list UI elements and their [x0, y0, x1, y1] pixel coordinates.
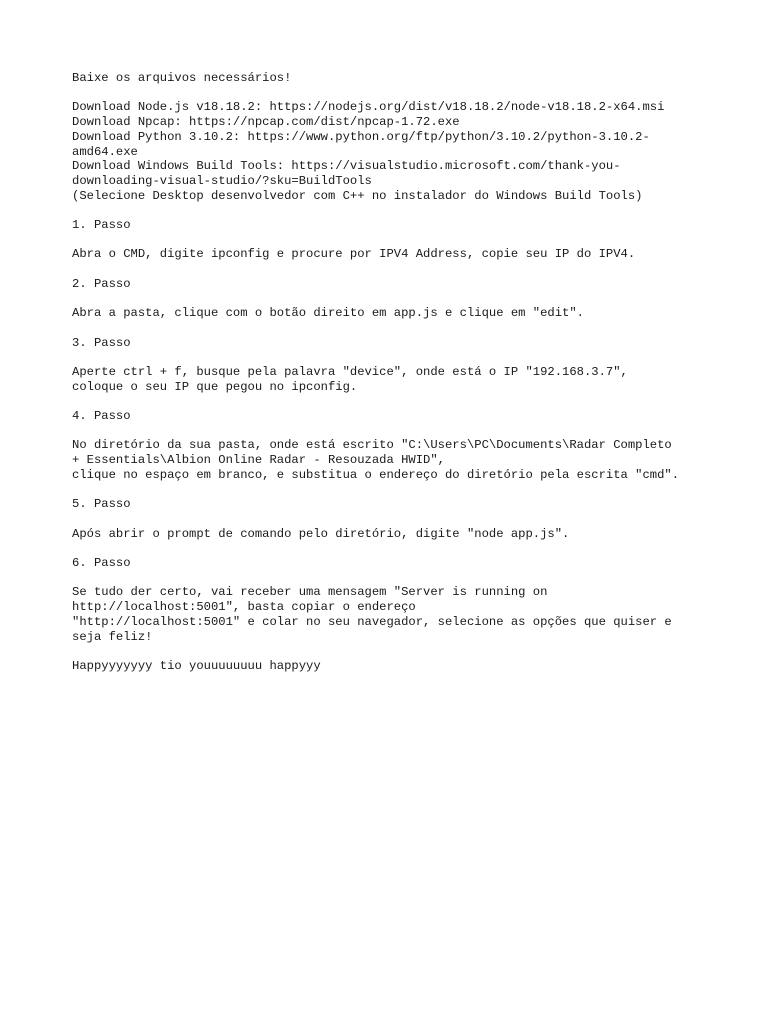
text-line: Se tudo der certo, vai receber uma mensagem "Server is running on [72, 585, 548, 600]
step-6-body [72, 585, 712, 644]
text-line: coloque o seu IP que pegou no ipconfig. [72, 379, 358, 394]
text-line: 6. Passo [72, 556, 131, 571]
step-3-heading [72, 336, 712, 351]
step-1-heading [72, 218, 712, 233]
text-line: http://localhost:5001", basta copiar o endereço [72, 600, 416, 615]
text-line: Download Python 3.10.2: https://www.python.org/ftp/python/3.10.2/python-3.10.2- [72, 129, 650, 144]
text-line: Baixe os arquivos necessários! [72, 71, 292, 85]
step-1-body [72, 247, 712, 262]
text-line: No diretório da sua pasta, onde está escrito "C:\Users\PC\Documents\Radar Completo [72, 438, 672, 453]
text-line: Abra a pasta, clique com o botão direito em app.js e clique em "edit". [72, 306, 584, 321]
downloads-paragraph [72, 100, 712, 203]
closing-line [72, 659, 712, 674]
step-3-body [72, 365, 712, 394]
text-line: 2. Passo [72, 276, 131, 291]
text-line: Download Node.js v18.18.2: https://nodejs.org/dist/v18.18.2/node-v18.18.2-x64.msi [72, 100, 665, 115]
text-line: Após abrir o prompt de comando pelo diretório, digite "node app.js". [72, 526, 570, 541]
text-line: Aperte ctrl + f, busque pela palavra "device", onde está o IP "192.168.3.7", [72, 364, 628, 379]
text-line: 1. Passo [72, 218, 131, 232]
text-line: "http://localhost:5001" e colar no seu navegador, selecione as opções que quiser e [72, 614, 672, 629]
text-line: 3. Passo [72, 335, 131, 350]
text-line: 5. Passo [72, 497, 131, 512]
step-4-body [72, 438, 712, 482]
text-line: + Essentials\Albion Online Radar - Resouzada HWID", [72, 453, 445, 468]
step-2-heading [72, 277, 712, 292]
text-line: clique no espaço em branco, e substitua o endereço do diretório pela escrita "cmd". [72, 467, 680, 482]
step-5-body [72, 527, 712, 542]
text-line: downloading-visual-studio/?sku=BuildTools [72, 173, 372, 188]
text-line: (Selecione Desktop desenvolvedor com C++ no instalador do Windows Build Tools) [72, 188, 643, 203]
text-line: amd64.exe [72, 144, 138, 159]
text-line: Download Windows Build Tools: https://visualstudio.microsoft.com/thank-you- [72, 159, 621, 174]
text-line: seja feliz! [72, 629, 153, 644]
step-4-heading [72, 409, 712, 424]
text-line: Abra o CMD, digite ipconfig e procure por IPV4 Address, copie seu IP do IPV4. [72, 247, 636, 262]
text-line: Download Npcap: https://npcap.com/dist/npcap-1.72.exe [72, 115, 460, 130]
step-6-heading [72, 556, 712, 571]
document-page [72, 71, 712, 688]
step-5-heading [72, 497, 712, 512]
intro-paragraph [72, 71, 712, 86]
step-2-body [72, 306, 712, 321]
text-line: Happyyyyyyy tio youuuuuuuu happyyy [72, 658, 321, 673]
text-line: 4. Passo [72, 409, 131, 424]
